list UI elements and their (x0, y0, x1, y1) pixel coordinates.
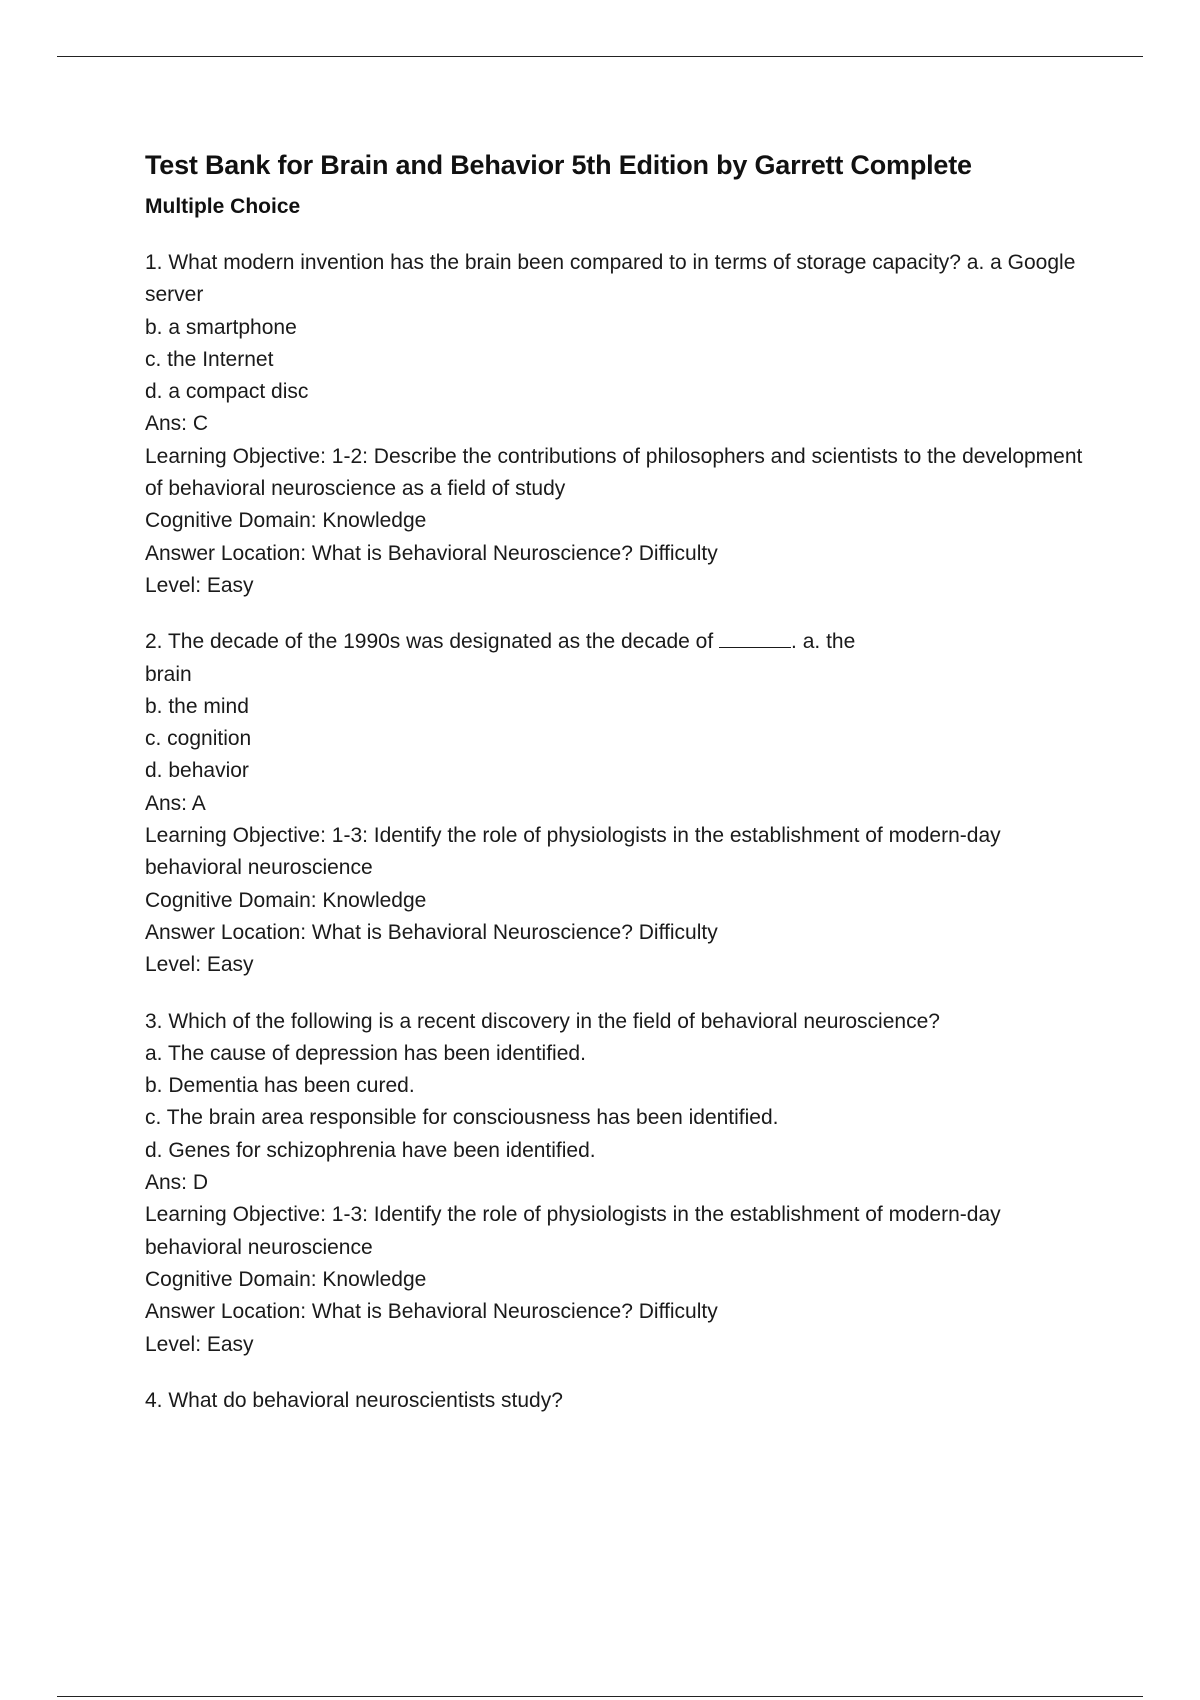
document-title: Test Bank for Brain and Behavior 5th Edition by Garrett Complete (145, 150, 972, 180)
answer-location: Answer Location: What is Behavioral Neuroscience? Difficulty (145, 1300, 718, 1324)
option-a: a. The cause of depression has been identified. (145, 1041, 586, 1065)
option-b: b. a smartphone (145, 315, 297, 339)
option-c: c. The brain area responsible for consciousness has been identified. (145, 1106, 779, 1130)
fill-in-blank (719, 629, 791, 648)
answer-location: Answer Location: What is Behavioral Neuroscience? Difficulty (145, 920, 718, 944)
top-rule (57, 56, 1143, 57)
answer-key: Ans: A (145, 791, 206, 815)
question-4 (145, 1385, 1085, 1417)
learning-objective: Learning Objective: 1-3: Identify the role of physiologists in the establishment of modern-day behavioral neuroscience (145, 1203, 1001, 1259)
section-heading: Multiple Choice (145, 195, 301, 218)
answer-key: Ans: D (145, 1171, 209, 1195)
cognitive-domain: Cognitive Domain: Knowledge (145, 888, 427, 912)
option-c: c. cognition (145, 727, 252, 751)
question-stem: 4. What do behavioral neuroscientists study? (145, 1388, 563, 1412)
answer-key: Ans: C (145, 412, 209, 436)
option-b: b. the mind (145, 694, 249, 718)
document-body (145, 145, 1085, 1417)
difficulty-level: Level: Easy (145, 953, 254, 977)
question-stem-start: 2. The decade of the 1990s was designated as the decade of (145, 630, 720, 654)
option-b: b. Dementia has been cured. (145, 1074, 415, 1098)
answer-location: Answer Location: What is Behavioral Neuroscience? Difficulty (145, 541, 718, 565)
question-stem-end: . a. the (791, 630, 856, 654)
question-stem: 1. What modern invention has the brain been compared to in terms of storage capacity? a. a Google server (145, 251, 1076, 307)
option-a-continued: brain (145, 662, 192, 686)
option-d: d. Genes for schizophrenia have been identified. (145, 1138, 596, 1162)
option-d: d. a compact disc (145, 380, 309, 404)
cognitive-domain: Cognitive Domain: Knowledge (145, 1267, 427, 1291)
difficulty-level: Level: Easy (145, 573, 254, 597)
option-d: d. behavior (145, 759, 249, 783)
option-c: c. the Internet (145, 347, 274, 371)
difficulty-level: Level: Easy (145, 1332, 254, 1356)
question-1 (145, 247, 1085, 602)
bottom-rule (57, 1696, 1143, 1697)
question-stem: 3. Which of the following is a recent discovery in the field of behavioral neuroscience? (145, 1009, 940, 1033)
cognitive-domain: Cognitive Domain: Knowledge (145, 509, 427, 533)
question-2 (145, 626, 1085, 981)
question-3 (145, 1006, 1085, 1361)
learning-objective: Learning Objective: 1-2: Describe the contributions of philosophers and scientists to the development of behavioral neuroscience as a field of study (145, 444, 1083, 501)
question-stem (145, 626, 1085, 658)
learning-objective: Learning Objective: 1-3: Identify the role of physiologists in the establishment of modern-day behavioral neuroscience (145, 824, 1001, 880)
